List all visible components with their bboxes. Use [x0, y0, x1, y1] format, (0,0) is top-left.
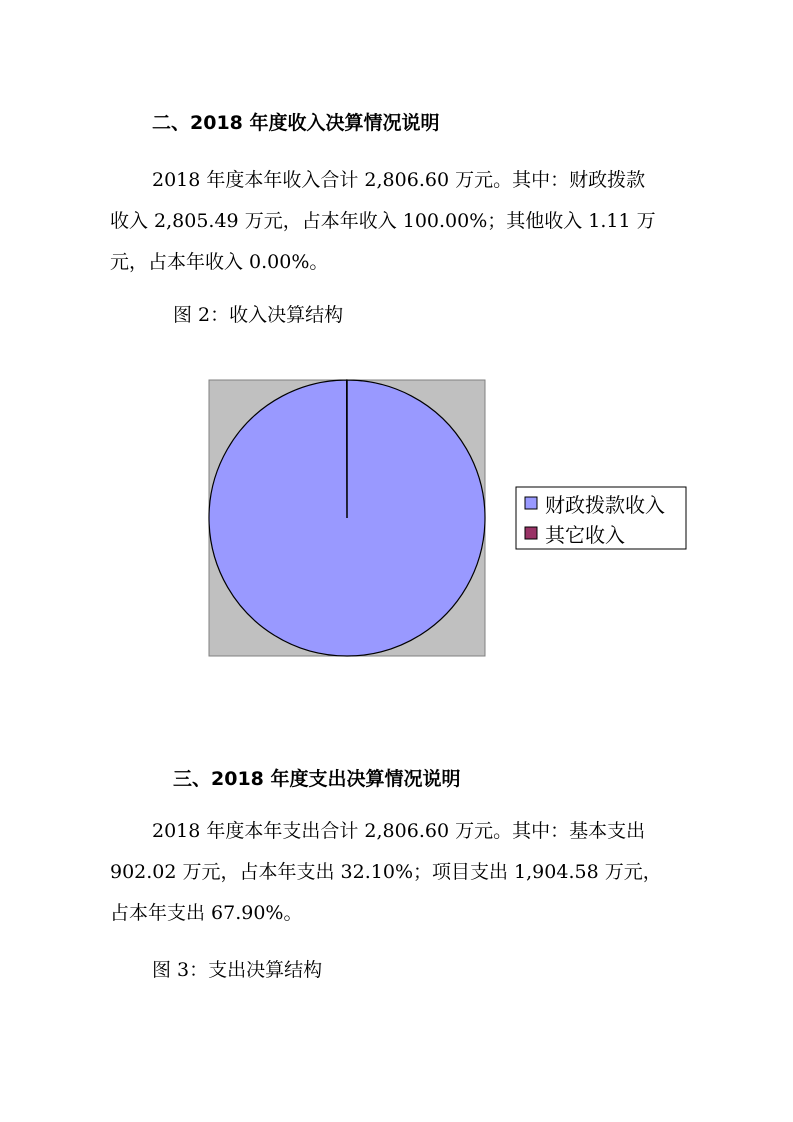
- paragraph-line: 元，占本年收入 0.00%。: [110, 251, 329, 273]
- paragraph-line: 2018 年度本年收入合计 2,806.60 万元。其中：财政拨款: [152, 169, 646, 191]
- chart-legend: [516, 487, 686, 549]
- paragraph-line: 902.02 万元，占本年支出 32.10%；项目支出 1,904.58 万元，: [110, 861, 662, 883]
- figure2-caption: 图 2：收入决算结构: [173, 304, 344, 326]
- legend-label: 其它收入: [545, 523, 625, 547]
- legend-swatch: [525, 527, 537, 539]
- paragraph-line: 收入 2,805.49 万元，占本年收入 100.00%；其他收入 1.11 万: [110, 210, 656, 232]
- paragraph-line: 占本年支出 67.90%。: [110, 902, 303, 924]
- legend-label: 财政拨款收入: [545, 493, 665, 517]
- paragraph-line: 2018 年度本年支出合计 2,806.60 万元。其中：基本支出: [152, 820, 646, 842]
- legend-swatch: [525, 497, 537, 509]
- section3-paragraph: [110, 811, 690, 934]
- section3-heading: 三、2018 年度支出决算情况说明: [173, 768, 461, 790]
- figure3-caption: 图 3：支出决算结构: [152, 959, 323, 981]
- section2-heading: 二、2018 年度收入决算情况说明: [152, 112, 440, 134]
